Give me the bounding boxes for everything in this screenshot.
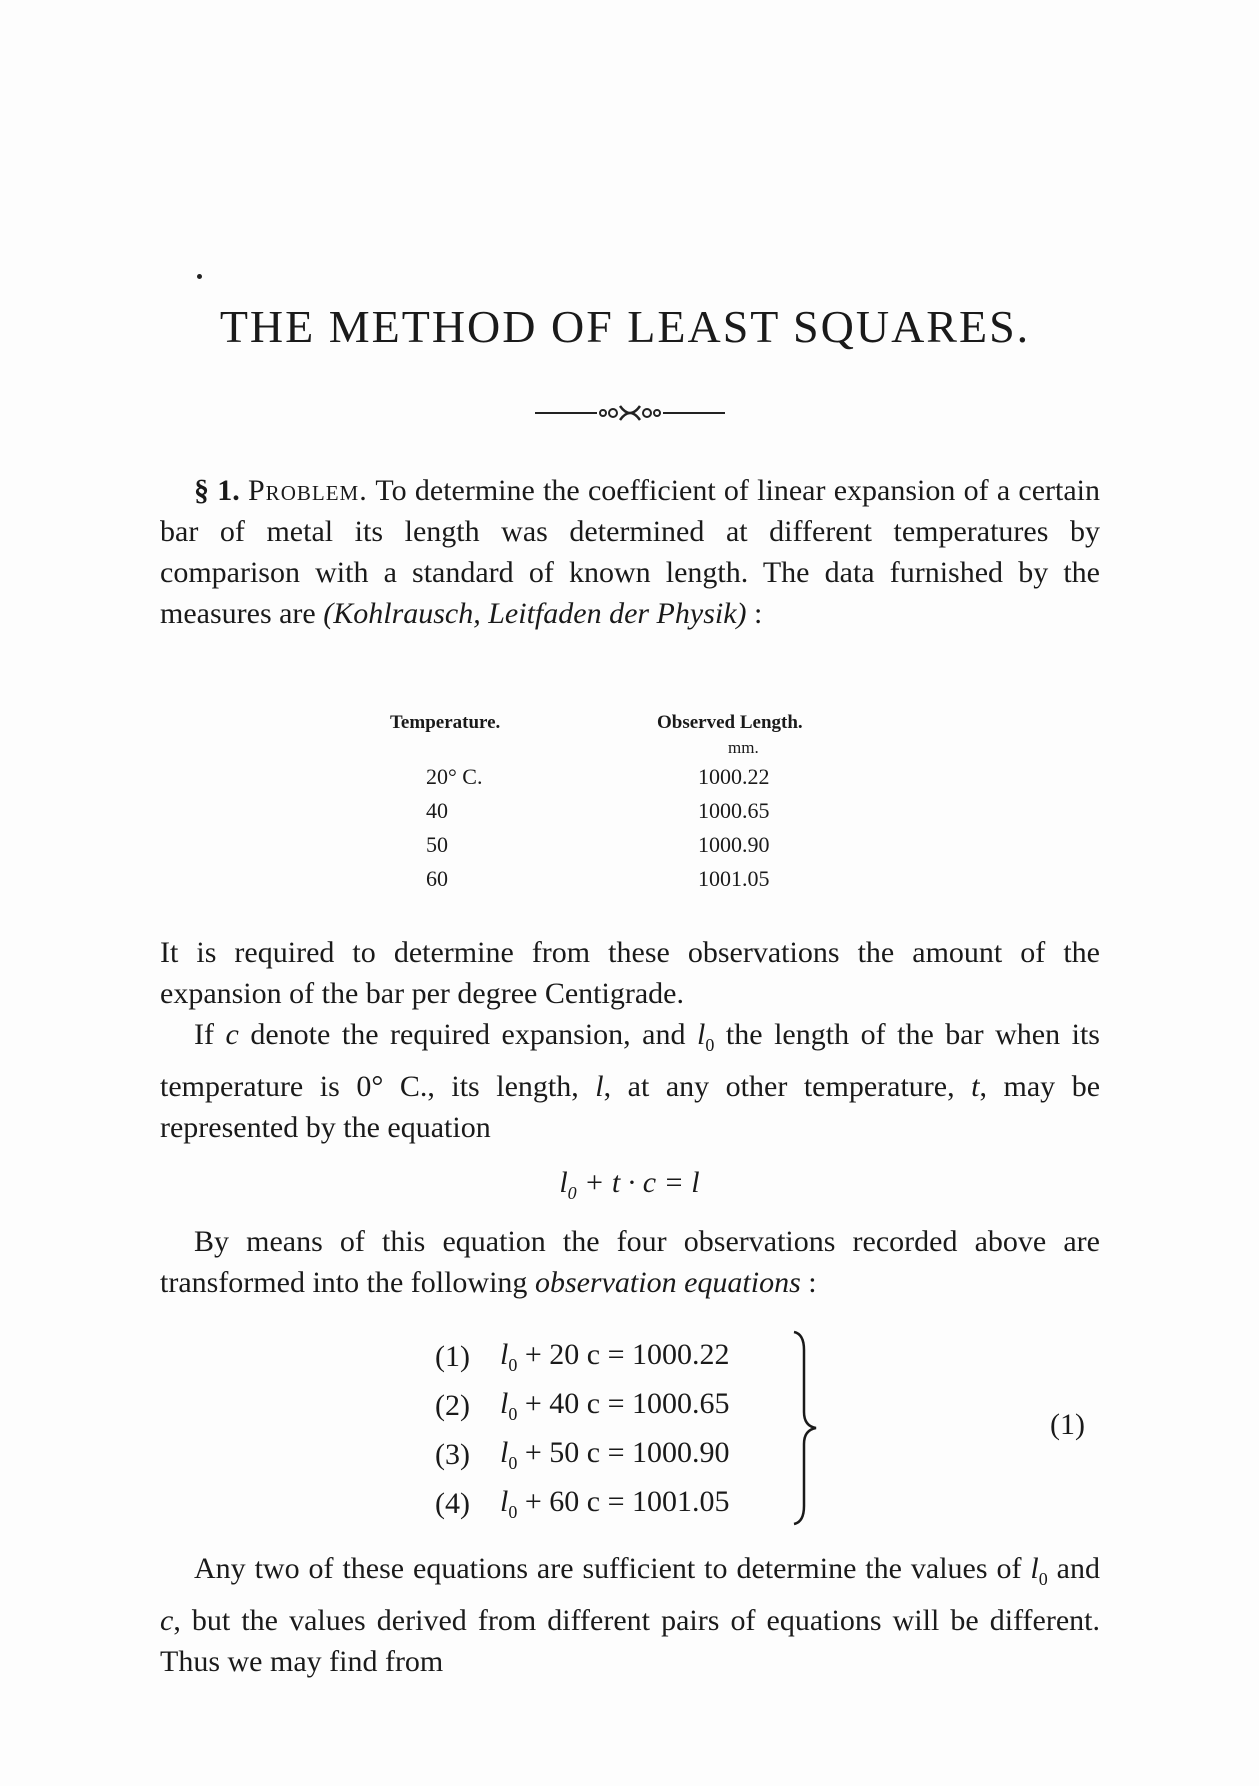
eq-var: l [559,1166,568,1199]
eq-rest: + 50 c = 1000.90 [517,1435,730,1469]
equation-label: (3) [435,1437,470,1471]
equation [500,1436,790,1474]
eq-var: l [500,1435,509,1469]
equation-label: (1) [435,1339,470,1373]
eq-sub: 0 [508,1403,518,1424]
citation: (Kohlrausch, Leitfaden der Physik) [323,597,747,630]
equation-row [435,1381,790,1430]
equation-row [435,1479,790,1528]
var-l0: l [1030,1552,1039,1585]
var-c: c [225,1018,239,1051]
unit-label: mm. [728,738,759,757]
transform-paragraph [160,1221,1100,1303]
subscript: 0 [705,1035,715,1055]
text: denote the required expansion, and [238,1018,698,1051]
text: and [1047,1552,1100,1585]
eq-sub: 0 [567,1183,577,1203]
system-number: (1) [1050,1408,1085,1441]
eq-sub: 0 [508,1452,518,1473]
table-cell-temp: 50 [426,832,448,857]
right-brace [792,1330,818,1526]
var-l0: l [697,1018,706,1051]
var-t: t [971,1070,980,1103]
equation-label: (2) [435,1388,470,1422]
problem-heading: Problem. [248,474,368,507]
table-cell-length: 1000.65 [698,798,770,823]
conclusion-paragraph [160,1548,1100,1682]
eq-rest: + t · c = l [576,1166,700,1199]
eq-var: l [500,1484,509,1518]
equation-row [435,1332,790,1381]
text: By means of this equation the four observations recorded above are transformed into the following [160,1225,1100,1299]
emphasis: observation equations [534,1266,801,1299]
eq-rest: + 20 c = 1000.22 [517,1337,730,1371]
text: , at any other temperature, [603,1070,972,1103]
eq-var: l [500,1337,509,1371]
text: the length of the bar when its temperature is 0° C., its length, [160,1018,1100,1103]
table-cell-temp: 40 [426,798,448,823]
ornament-divider [535,400,725,426]
header-observed-length: Observed Length. [657,712,803,733]
equation-label: (4) [435,1486,470,1520]
table-cell-temp: 20° C. [426,764,483,789]
problem-text-end: : [746,597,763,630]
eq-rest: + 60 c = 1001.05 [517,1484,730,1518]
equation [500,1338,790,1376]
equation-row [435,1430,790,1479]
page-title: THE METHOD OF LEAST SQUARES. [219,301,1031,352]
var-c: c [160,1604,174,1637]
table-cell-temp: 60 [426,866,448,891]
eq-sub: 0 [508,1501,518,1522]
equation [500,1485,790,1523]
problem-paragraph [160,470,1100,634]
requirement-paragraph: It is required to determine from these observations the amount of the expansion of the bar per degree Centigrade. [160,936,1100,1010]
ink-speck [197,274,202,279]
text: , may be represented by the equation [160,1070,1101,1144]
eq-rest: + 40 c = 1000.65 [517,1386,730,1420]
eq-sub: 0 [508,1354,518,1375]
definition-paragraph [160,1014,1100,1148]
table-cell-length: 1000.90 [698,832,770,857]
observation-equations [435,1332,790,1528]
header-temperature: Temperature. [390,712,501,733]
table-cell-length: 1001.05 [698,866,770,891]
subscript: 0 [1038,1569,1048,1589]
var-l: l [595,1070,604,1103]
text: If [194,1018,226,1051]
main-equation [0,1166,1259,1204]
text: : [800,1266,817,1299]
table-cell-length: 1000.22 [698,764,770,789]
section-mark: § 1. [194,474,240,507]
eq-var: l [500,1386,509,1420]
problem-text: To determine the coefficient of linear expansion of a certain bar of metal its length was determined at different temperatures by comparison with a standard of known length. The data furnished by the measures are [160,474,1100,630]
text: Any two of these equations are sufficient to determine the values of [194,1552,1031,1585]
equation [500,1387,790,1425]
text: , but the values derived from different pairs of equations will be different. Thus we may find from [160,1604,1100,1678]
